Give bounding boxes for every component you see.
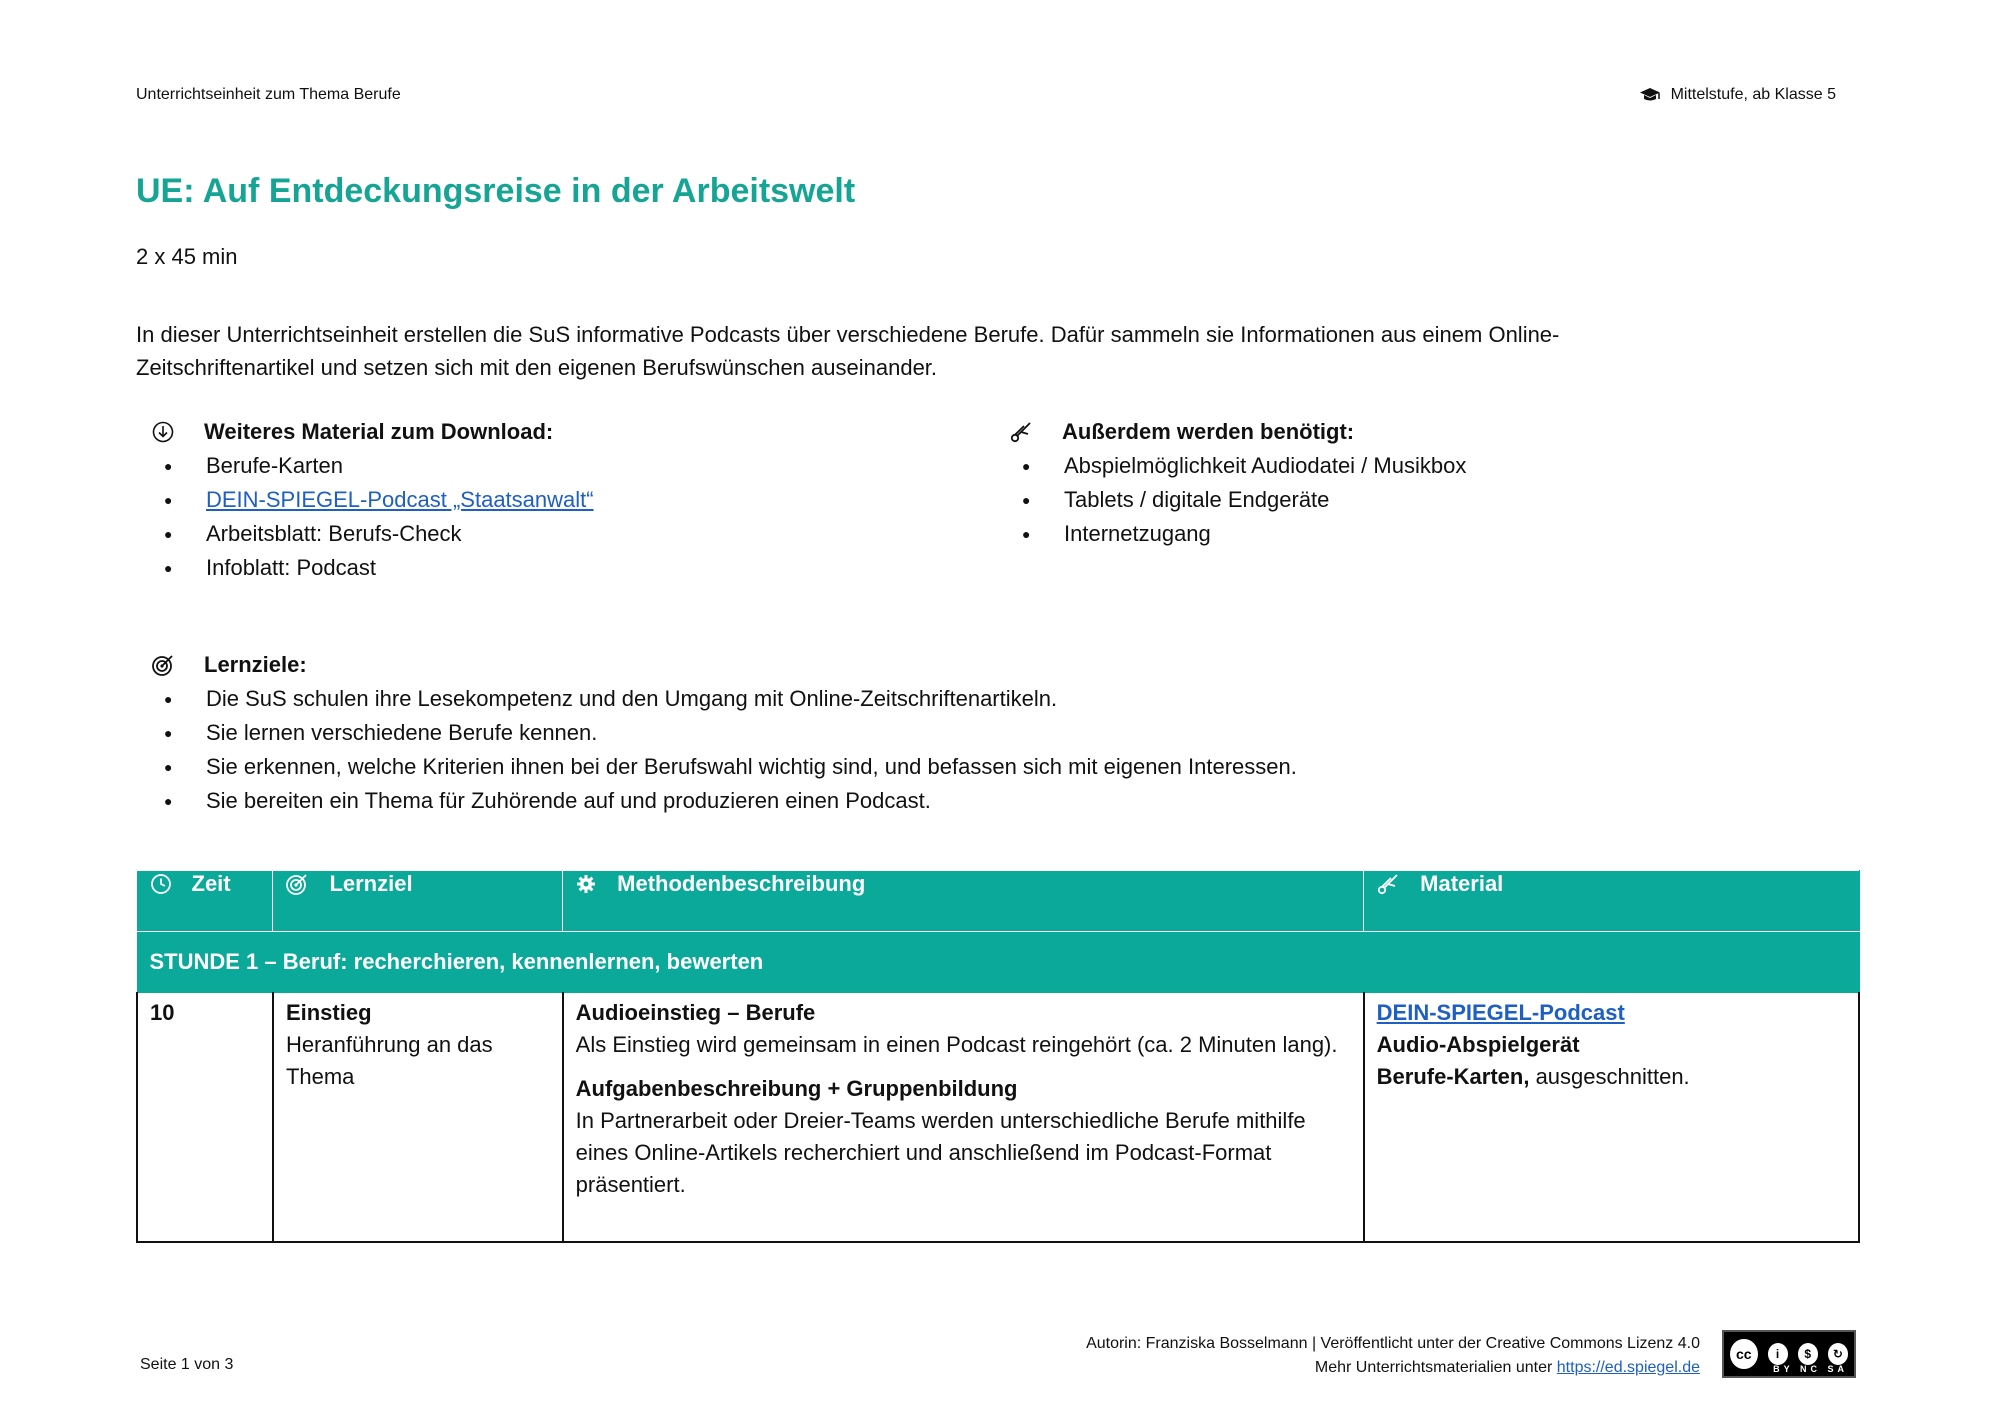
- lesson-plan-table: [136, 870, 1860, 1243]
- method-2-text: In Partnerarbeit oder Dreier-Teams werden unterschiedliche Berufe mithilfe eines Online-Artikels recherchiert und anschließend im Podcast-Format präsentiert.: [575, 1108, 1306, 1197]
- podcast-link[interactable]: DEIN-SPIEGEL-Podcast „Staatsanwalt“: [206, 487, 594, 512]
- scissors-icon: [1008, 419, 1034, 445]
- method-1-text: Als Einstieg wird gemeinsam in einen Podcast reingehört (ca. 2 Minuten lang).: [575, 1032, 1338, 1057]
- table-row: [137, 993, 1859, 1243]
- material-podcast-link[interactable]: DEIN-SPIEGEL-Podcast: [1376, 1000, 1625, 1025]
- col-header-method: Methodenbeschreibung: [563, 871, 1364, 932]
- learning-goals-section: [150, 648, 1850, 818]
- material-download-section: [150, 415, 910, 585]
- cell-method: [563, 993, 1364, 1243]
- list-item: ● Tablets / digitale Endgeräte: [1008, 483, 1708, 517]
- graduation-cap-icon: [1639, 87, 1661, 103]
- footer-credits: [1086, 1332, 1700, 1380]
- download-icon: [150, 419, 176, 445]
- page-title: UE: Auf Entdeckungsreise in der Arbeitswelt: [136, 172, 856, 210]
- learning-goals-heading: Lernziele:: [150, 648, 1850, 682]
- additional-needed-heading: Außerdem werden benötigt:: [1008, 415, 1708, 449]
- list-item: ● Arbeitsblatt: Berufs-Check: [150, 517, 910, 551]
- author-line: Autorin: Franziska Bosselmann | Veröffentlicht unter der Creative Commons Lizenz 4.0: [1086, 1335, 1700, 1352]
- list-item: ● Berufe-Karten: [150, 449, 910, 483]
- list-item: ● Abspielmöglichkeit Audiodatei / Musikbox: [1008, 449, 1708, 483]
- col-header-material: Material: [1364, 871, 1859, 932]
- cc-license-icon: cc i $ ↻ BY NC SA: [1722, 1330, 1856, 1378]
- table-header-row: [137, 871, 1859, 932]
- scissors-icon: [1376, 872, 1400, 896]
- spiegel-ed-link[interactable]: https://ed.spiegel.de: [1556, 1359, 1700, 1376]
- col-header-goal: Lernziel: [273, 871, 563, 932]
- clock-icon: [150, 873, 172, 895]
- target-icon: [285, 872, 309, 896]
- list-item: ● Internetzugang: [1008, 517, 1708, 551]
- material-cards: Berufe-Karten, ausgeschnitten.: [1376, 1064, 1690, 1089]
- header-left: Unterrichtseinheit zum Thema Berufe: [136, 86, 401, 103]
- additional-needed-list: [1008, 449, 1708, 551]
- cell-time: 10: [137, 993, 273, 1243]
- list-item[interactable]: [150, 483, 910, 517]
- license-tags: BY NC SA: [1773, 1364, 1848, 1374]
- material-download-list: [150, 449, 910, 585]
- goal-text: Heranführung an das Thema: [285, 1032, 493, 1089]
- method-2-title: Aufgabenbeschreibung + Gruppenbildung: [575, 1076, 1018, 1101]
- cell-goal: [273, 993, 563, 1243]
- goal-title: Einstieg: [285, 1000, 372, 1025]
- method-1-title: Audioeinstieg – Berufe: [575, 1000, 816, 1025]
- page-number: Seite 1 von 3: [140, 1356, 234, 1373]
- list-item: ● Infoblatt: Podcast: [150, 551, 910, 585]
- gear-icon: [575, 873, 597, 895]
- intro-text: In dieser Unterrichtseinheit erstellen die SuS informative Podcasts über verschiedene Berufe. Dafür sammeln sie Informationen aus einem Online-Zeitschriftenartikel und setzen sich mit den eigenen Berufswünschen auseinander.: [136, 322, 1560, 380]
- cell-material: [1364, 993, 1859, 1243]
- additional-needed-section: [1008, 415, 1708, 551]
- list-item: ● Sie bereiten ein Thema für Zuhörende auf und produzieren einen Podcast.: [150, 784, 1850, 818]
- header-right: [1639, 86, 1836, 104]
- material-audio: Audio-Abspielgerät: [1376, 1032, 1580, 1057]
- table-section-row: [137, 932, 1859, 993]
- list-item: ● Sie erkennen, welche Kriterien ihnen bei der Berufswahl wichtig sind, und befassen sich mit eigenen Interessen.: [150, 750, 1850, 784]
- section-title: STUNDE 1 – Beruf: recherchieren, kennenlernen, bewerten: [137, 932, 1859, 993]
- material-download-heading: Weiteres Material zum Download:: [150, 415, 910, 449]
- duration: 2 x 45 min: [136, 244, 238, 269]
- list-item: ● Sie lernen verschiedene Berufe kennen.: [150, 716, 1850, 750]
- learning-goals-list: [150, 682, 1850, 818]
- header-level: Mittelstufe, ab Klasse 5: [1670, 86, 1836, 103]
- list-item: ● Die SuS schulen ihre Lesekompetenz und den Umgang mit Online-Zeitschriftenartikeln.: [150, 682, 1850, 716]
- col-header-time: Zeit: [137, 871, 273, 932]
- more-line: Mehr Unterrichtsmaterialien unter https://ed.spiegel.de: [1314, 1359, 1700, 1376]
- target-icon: [150, 652, 176, 678]
